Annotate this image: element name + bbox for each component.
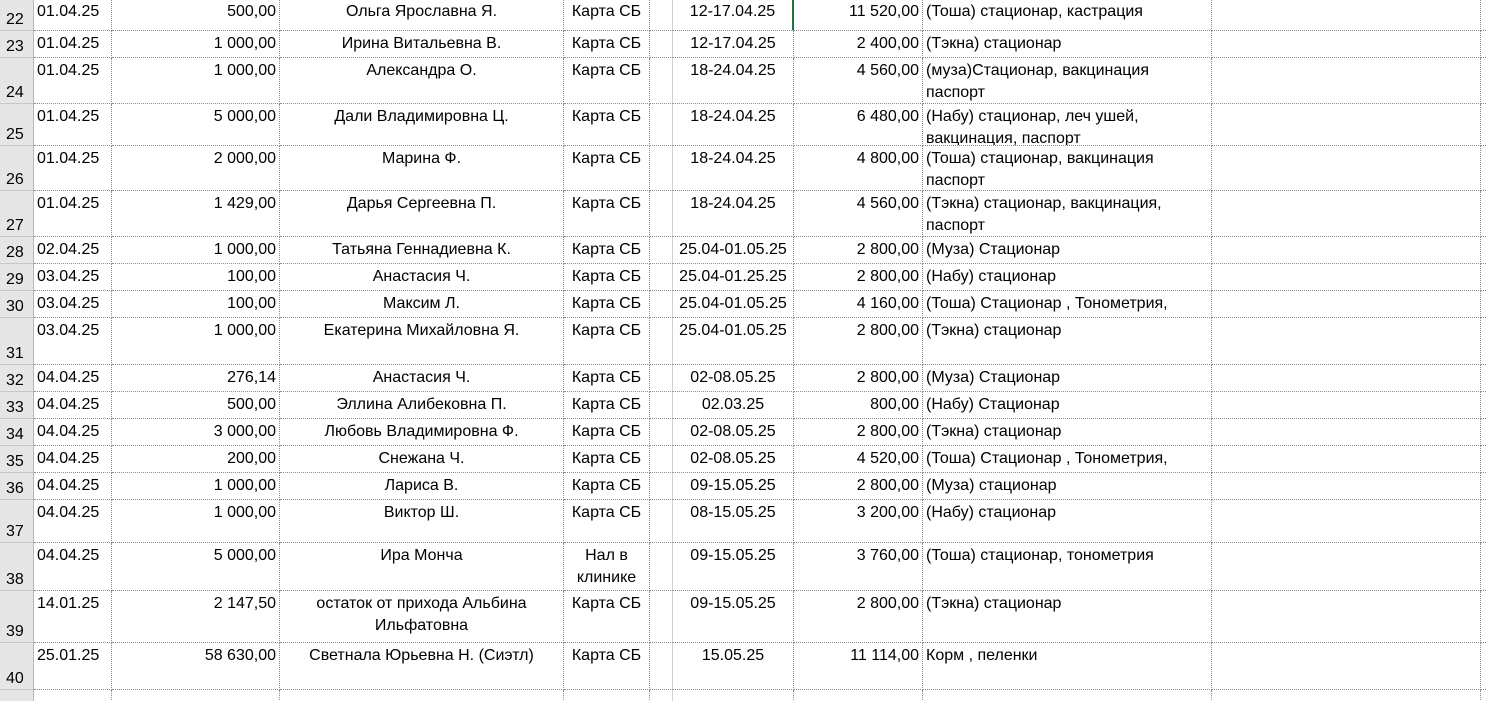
cell-date[interactable]: 04.04.25 <box>34 365 112 392</box>
cell-description[interactable]: Корм , пеленки <box>923 643 1212 690</box>
row-number: 31 <box>6 345 24 362</box>
cell-empty[interactable] <box>1481 191 1487 237</box>
row-header[interactable] <box>0 191 34 237</box>
cell-period[interactable]: 12-17.04.25 <box>673 0 794 31</box>
cell-payment-method[interactable]: Нал в клинике <box>564 543 650 591</box>
cell-date[interactable] <box>34 690 112 701</box>
cell-period[interactable]: 09-15.05.25 <box>673 543 794 591</box>
cell-empty[interactable] <box>650 643 673 690</box>
table-row <box>0 543 1487 591</box>
cell-period[interactable] <box>673 690 794 701</box>
cell-date[interactable]: 01.04.25 <box>34 104 112 146</box>
row-header[interactable] <box>0 31 34 58</box>
cell-cost[interactable]: 3 200,00 <box>794 500 923 543</box>
row-number: 25 <box>6 126 24 143</box>
cell-date[interactable]: 03.04.25 <box>34 264 112 291</box>
cell-cost[interactable]: 800,00 <box>794 392 923 419</box>
cell-payment-method[interactable]: Карта СБ <box>564 291 650 318</box>
row-number: 40 <box>6 670 24 687</box>
cell-date[interactable]: 03.04.25 <box>34 318 112 365</box>
row-number: 37 <box>6 523 24 540</box>
cell-name[interactable]: Виктор Ш. <box>280 500 564 543</box>
cell-name[interactable]: Марина Ф. <box>280 146 564 191</box>
cell-cost[interactable]: 2 800,00 <box>794 318 923 365</box>
cell-name[interactable]: Эллина Алибековна П. <box>280 392 564 419</box>
cell-name[interactable]: Анастасия Ч. <box>280 264 564 291</box>
cell-payment-method[interactable]: Карта СБ <box>564 365 650 392</box>
cell-empty[interactable] <box>1481 291 1487 318</box>
cell-empty[interactable] <box>1481 419 1487 446</box>
table-row <box>0 446 1487 473</box>
table-row <box>0 291 1487 318</box>
cell-period[interactable]: 25.04-01.25.25 <box>673 264 794 291</box>
row-header[interactable] <box>0 392 34 419</box>
cell-empty[interactable] <box>1481 543 1487 591</box>
cell-date[interactable]: 01.04.25 <box>34 0 112 31</box>
cell-payment-method[interactable]: Карта СБ <box>564 104 650 146</box>
cell-empty[interactable] <box>1481 318 1487 365</box>
cell-period[interactable]: 12-17.04.25 <box>673 31 794 58</box>
cell-name[interactable] <box>280 690 564 701</box>
cell-description[interactable]: (Муза) Стационар <box>923 237 1212 264</box>
cell-empty[interactable] <box>1481 237 1487 264</box>
cell-empty[interactable] <box>650 690 673 701</box>
cell-date[interactable]: 04.04.25 <box>34 446 112 473</box>
cell-amount[interactable]: 100,00 <box>112 264 280 291</box>
row-number: 30 <box>6 298 24 315</box>
table-row <box>0 146 1487 191</box>
cell-amount[interactable]: 1 000,00 <box>112 318 280 365</box>
table-row <box>0 191 1487 237</box>
table-row <box>0 392 1487 419</box>
cell-description[interactable]: (Тоша) стационар, кастрация <box>923 0 1212 31</box>
cell-payment-method[interactable]: Карта СБ <box>564 237 650 264</box>
cell-cost[interactable]: 11 114,00 <box>794 643 923 690</box>
row-header[interactable] <box>0 500 34 543</box>
row-header[interactable] <box>0 365 34 392</box>
table-row <box>0 365 1487 392</box>
cell-cost[interactable]: 4 560,00 <box>794 58 923 104</box>
table-row <box>0 500 1487 543</box>
cell-empty[interactable] <box>1212 446 1481 473</box>
table-row <box>0 591 1487 643</box>
cell-empty[interactable] <box>1481 473 1487 500</box>
row-header[interactable] <box>0 591 34 643</box>
cell-payment-method[interactable]: Карта СБ <box>564 58 650 104</box>
cell-cost[interactable]: 2 800,00 <box>794 419 923 446</box>
cell-name[interactable]: Дали Владимировна Ц. <box>280 104 564 146</box>
cell-cost[interactable]: 2 800,00 <box>794 473 923 500</box>
cell-date[interactable]: 03.04.25 <box>34 291 112 318</box>
cell-date[interactable]: 04.04.25 <box>34 392 112 419</box>
cell-description[interactable]: (Набу) стационар <box>923 264 1212 291</box>
cell-amount[interactable]: 276,14 <box>112 365 280 392</box>
cell-payment-method[interactable]: Карта СБ <box>564 191 650 237</box>
cell-period[interactable]: 15.05.25 <box>673 643 794 690</box>
cell-name[interactable]: остаток от прихода Альбина Ильфатовна <box>280 591 564 643</box>
cell-empty[interactable] <box>1481 146 1487 191</box>
cell-amount[interactable]: 1 000,00 <box>112 58 280 104</box>
row-number: 39 <box>6 623 24 640</box>
cell-empty[interactable] <box>1481 0 1487 31</box>
cell-empty[interactable] <box>1212 104 1481 146</box>
cell-empty[interactable] <box>1481 264 1487 291</box>
cell-empty[interactable] <box>1212 690 1481 701</box>
row-header[interactable] <box>0 419 34 446</box>
row-number: 24 <box>6 84 24 101</box>
cell-empty[interactable] <box>650 591 673 643</box>
cell-empty[interactable] <box>1481 446 1487 473</box>
cell-description[interactable]: (Тоша) Стационар , Тонометрия, <box>923 291 1212 318</box>
cell-empty[interactable] <box>1212 264 1481 291</box>
table-row <box>0 0 1487 31</box>
row-number: 23 <box>6 38 24 55</box>
cell-empty[interactable] <box>1212 543 1481 591</box>
cell-description[interactable]: (Тэкна) стационар <box>923 31 1212 58</box>
cell-amount[interactable]: 1 000,00 <box>112 473 280 500</box>
cell-description[interactable]: (Муза) Стационар <box>923 365 1212 392</box>
row-number: 22 <box>6 11 24 28</box>
cell-description[interactable]: (Тэкна) стационар <box>923 419 1212 446</box>
cell-empty[interactable] <box>1481 58 1487 104</box>
cell-empty[interactable] <box>1212 237 1481 264</box>
row-number: 26 <box>6 171 24 188</box>
cell-period[interactable]: 02-08.05.25 <box>673 365 794 392</box>
cell-cost[interactable]: 4 160,00 <box>794 291 923 318</box>
cell-date[interactable]: 25.01.25 <box>34 643 112 690</box>
row-number: 27 <box>6 217 24 234</box>
cell-empty[interactable] <box>1481 104 1487 146</box>
cell-date[interactable]: 02.04.25 <box>34 237 112 264</box>
cell-description[interactable]: (Тоша) стационар, тонометрия <box>923 543 1212 591</box>
row-header[interactable] <box>0 0 34 31</box>
cell-empty[interactable] <box>650 0 673 31</box>
row-header[interactable] <box>0 104 34 146</box>
cell-cost[interactable]: 2 800,00 <box>794 591 923 643</box>
row-header[interactable] <box>0 690 34 701</box>
cell-amount[interactable]: 1 429,00 <box>112 191 280 237</box>
cell-name[interactable]: Любовь Владимировна Ф. <box>280 419 564 446</box>
cell-empty[interactable] <box>1212 58 1481 104</box>
cell-name[interactable]: Ирина Витальевна В. <box>280 31 564 58</box>
cell-payment-method[interactable]: Карта СБ <box>564 392 650 419</box>
cell-cost[interactable]: 6 480,00 <box>794 104 923 146</box>
table-row <box>0 419 1487 446</box>
cell-name[interactable]: Снежана Ч. <box>280 446 564 473</box>
cell-description[interactable]: (Тэкна) стационар <box>923 318 1212 365</box>
row-header[interactable] <box>0 543 34 591</box>
cell-payment-method[interactable]: Карта СБ <box>564 31 650 58</box>
cell-name[interactable]: Светнала Юрьевна Н. (Сиэтл) <box>280 643 564 690</box>
row-header[interactable] <box>0 473 34 500</box>
cell-amount[interactable]: 5 000,00 <box>112 104 280 146</box>
cell-amount[interactable]: 2 147,50 <box>112 591 280 643</box>
cell-empty[interactable] <box>1212 365 1481 392</box>
row-header[interactable] <box>0 291 34 318</box>
cell-name[interactable]: Ольга Ярославна Я. <box>280 0 564 31</box>
cell-amount[interactable]: 5 000,00 <box>112 543 280 591</box>
cell-period[interactable]: 18-24.04.25 <box>673 146 794 191</box>
cell-name[interactable]: Екатерина Михайловна Я. <box>280 318 564 365</box>
cell-empty[interactable] <box>650 392 673 419</box>
cell-amount[interactable]: 500,00 <box>112 392 280 419</box>
cell-payment-method[interactable]: Карта СБ <box>564 264 650 291</box>
cell-name[interactable]: Татьяна Геннадиевна К. <box>280 237 564 264</box>
cell-description[interactable]: (Набу) стационар, леч ушей, вакцинация, паспорт <box>923 104 1212 146</box>
cell-payment-method[interactable]: Карта СБ <box>564 591 650 643</box>
table-row <box>0 318 1487 365</box>
table-row <box>0 473 1487 500</box>
table-row <box>0 643 1487 690</box>
cell-payment-method[interactable]: Карта СБ <box>564 500 650 543</box>
cell-cost[interactable]: 3 760,00 <box>794 543 923 591</box>
cell-name[interactable]: Анастасия Ч. <box>280 365 564 392</box>
cell-date[interactable]: 04.04.25 <box>34 500 112 543</box>
cell-name[interactable]: Лариса В. <box>280 473 564 500</box>
row-number: 29 <box>6 271 24 288</box>
cell-amount[interactable]: 1 000,00 <box>112 237 280 264</box>
cell-amount[interactable]: 58 630,00 <box>112 643 280 690</box>
row-number: 33 <box>6 399 24 416</box>
cell-empty[interactable] <box>1212 0 1481 31</box>
row-header[interactable] <box>0 446 34 473</box>
cell-date[interactable]: 04.04.25 <box>34 473 112 500</box>
cell-payment-method[interactable]: Карта СБ <box>564 419 650 446</box>
cell-empty[interactable] <box>1212 191 1481 237</box>
cell-description[interactable]: (Тоша) Стационар , Тонометрия, <box>923 446 1212 473</box>
cell-empty[interactable] <box>1212 291 1481 318</box>
cell-empty[interactable] <box>1481 690 1487 701</box>
row-number: 34 <box>6 426 24 443</box>
cell-empty[interactable] <box>650 58 673 104</box>
table-row <box>0 264 1487 291</box>
table-row <box>0 104 1487 146</box>
row-number: 36 <box>6 480 24 497</box>
table-row <box>0 58 1487 104</box>
cell-empty[interactable] <box>650 500 673 543</box>
cell-period[interactable]: 02.03.25 <box>673 392 794 419</box>
row-header[interactable] <box>0 318 34 365</box>
cell-empty[interactable] <box>1212 31 1481 58</box>
cell-empty[interactable] <box>650 365 673 392</box>
cell-amount[interactable]: 3 000,00 <box>112 419 280 446</box>
cell-period[interactable]: 02-08.05.25 <box>673 419 794 446</box>
cell-name[interactable]: Дарья Сергеевна П. <box>280 191 564 237</box>
cell-empty[interactable] <box>650 191 673 237</box>
cell-description[interactable]: (Муза) стационар <box>923 473 1212 500</box>
cell-empty[interactable] <box>650 104 673 146</box>
cell-date[interactable]: 04.04.25 <box>34 419 112 446</box>
cell-empty[interactable] <box>1481 643 1487 690</box>
cell-period[interactable]: 09-15.05.25 <box>673 473 794 500</box>
cell-empty[interactable] <box>1212 392 1481 419</box>
cell-cost[interactable]: 11 520,00 <box>794 0 923 31</box>
cell-empty[interactable] <box>1212 419 1481 446</box>
cell-empty[interactable] <box>650 543 673 591</box>
cell-amount[interactable] <box>112 690 280 701</box>
cell-empty[interactable] <box>1212 318 1481 365</box>
cell-date[interactable]: 01.04.25 <box>34 58 112 104</box>
cell-empty[interactable] <box>650 291 673 318</box>
table-row <box>0 690 1487 701</box>
cell-empty[interactable] <box>650 446 673 473</box>
row-number: 32 <box>6 372 24 389</box>
cell-amount[interactable]: 200,00 <box>112 446 280 473</box>
cell-empty[interactable] <box>650 473 673 500</box>
cell-empty[interactable] <box>1212 146 1481 191</box>
cell-description[interactable] <box>923 690 1212 701</box>
cell-cost[interactable]: 4 520,00 <box>794 446 923 473</box>
cell-cost[interactable]: 2 800,00 <box>794 365 923 392</box>
row-header[interactable] <box>0 237 34 264</box>
cell-empty[interactable] <box>1481 365 1487 392</box>
cell-name[interactable]: Ира Монча <box>280 543 564 591</box>
cell-period[interactable]: 25.04-01.05.25 <box>673 318 794 365</box>
cell-cost[interactable]: 2 800,00 <box>794 264 923 291</box>
cell-payment-method[interactable] <box>564 690 650 701</box>
cell-payment-method[interactable]: Карта СБ <box>564 446 650 473</box>
cell-empty[interactable] <box>650 264 673 291</box>
cell-empty[interactable] <box>650 237 673 264</box>
cell-period[interactable]: 08-15.05.25 <box>673 500 794 543</box>
cell-period[interactable]: 18-24.04.25 <box>673 104 794 146</box>
cell-empty[interactable] <box>650 31 673 58</box>
cell-period[interactable]: 09-15.05.25 <box>673 591 794 643</box>
cell-description[interactable]: (Набу) стационар <box>923 500 1212 543</box>
cell-empty[interactable] <box>1212 643 1481 690</box>
cell-cost[interactable]: 2 400,00 <box>794 31 923 58</box>
cell-period[interactable]: 25.04-01.05.25 <box>673 291 794 318</box>
cell-amount[interactable]: 500,00 <box>112 0 280 31</box>
cell-amount[interactable]: 1 000,00 <box>112 500 280 543</box>
cell-description[interactable]: (Тэкна) стационар <box>923 591 1212 643</box>
cell-description[interactable]: (муза)Стационар, вакцинация паспорт <box>923 58 1212 104</box>
cell-empty[interactable] <box>1481 31 1487 58</box>
cell-cost[interactable]: 4 800,00 <box>794 146 923 191</box>
cell-empty[interactable] <box>1212 473 1481 500</box>
cell-empty[interactable] <box>650 318 673 365</box>
cell-empty[interactable] <box>1212 500 1481 543</box>
cell-payment-method[interactable]: Карта СБ <box>564 318 650 365</box>
cell-empty[interactable] <box>650 146 673 191</box>
row-number: 38 <box>6 571 24 588</box>
cell-empty[interactable] <box>1481 500 1487 543</box>
cell-period[interactable]: 25.04-01.05.25 <box>673 237 794 264</box>
cell-amount[interactable]: 2 000,00 <box>112 146 280 191</box>
cell-date[interactable]: 01.04.25 <box>34 191 112 237</box>
cell-name[interactable]: Александра О. <box>280 58 564 104</box>
row-header[interactable] <box>0 146 34 191</box>
cell-name[interactable]: Максим Л. <box>280 291 564 318</box>
cell-period[interactable]: 02-08.05.25 <box>673 446 794 473</box>
cell-date[interactable]: 14.01.25 <box>34 591 112 643</box>
cell-empty[interactable] <box>1212 591 1481 643</box>
cell-description[interactable]: (Тоша) стационар, вакцинация паспорт <box>923 146 1212 191</box>
cell-empty[interactable] <box>1481 392 1487 419</box>
cell-period[interactable]: 18-24.04.25 <box>673 191 794 237</box>
cell-empty[interactable] <box>650 419 673 446</box>
cell-payment-method[interactable]: Карта СБ <box>564 146 650 191</box>
cell-description[interactable]: (Набу) Стационар <box>923 392 1212 419</box>
cell-empty[interactable] <box>1481 591 1487 643</box>
row-number: 35 <box>6 453 24 470</box>
cell-period[interactable]: 18-24.04.25 <box>673 58 794 104</box>
cell-description[interactable]: (Тэкна) стационар, вакцинация, паспорт <box>923 191 1212 237</box>
row-header[interactable] <box>0 643 34 690</box>
cell-date[interactable]: 01.04.25 <box>34 146 112 191</box>
cell-amount[interactable]: 100,00 <box>112 291 280 318</box>
table-row <box>0 31 1487 58</box>
row-number: 28 <box>6 244 24 261</box>
table-row <box>0 237 1487 264</box>
row-header[interactable] <box>0 58 34 104</box>
cell-date[interactable]: 01.04.25 <box>34 31 112 58</box>
cell-payment-method[interactable]: Карта СБ <box>564 643 650 690</box>
cell-amount[interactable]: 1 000,00 <box>112 31 280 58</box>
cell-date[interactable]: 04.04.25 <box>34 543 112 591</box>
cell-payment-method[interactable]: Карта СБ <box>564 0 650 31</box>
row-header[interactable] <box>0 264 34 291</box>
cell-cost[interactable] <box>794 690 923 701</box>
cell-cost[interactable]: 4 560,00 <box>794 191 923 237</box>
cell-cost[interactable]: 2 800,00 <box>794 237 923 264</box>
cell-payment-method[interactable]: Карта СБ <box>564 473 650 500</box>
